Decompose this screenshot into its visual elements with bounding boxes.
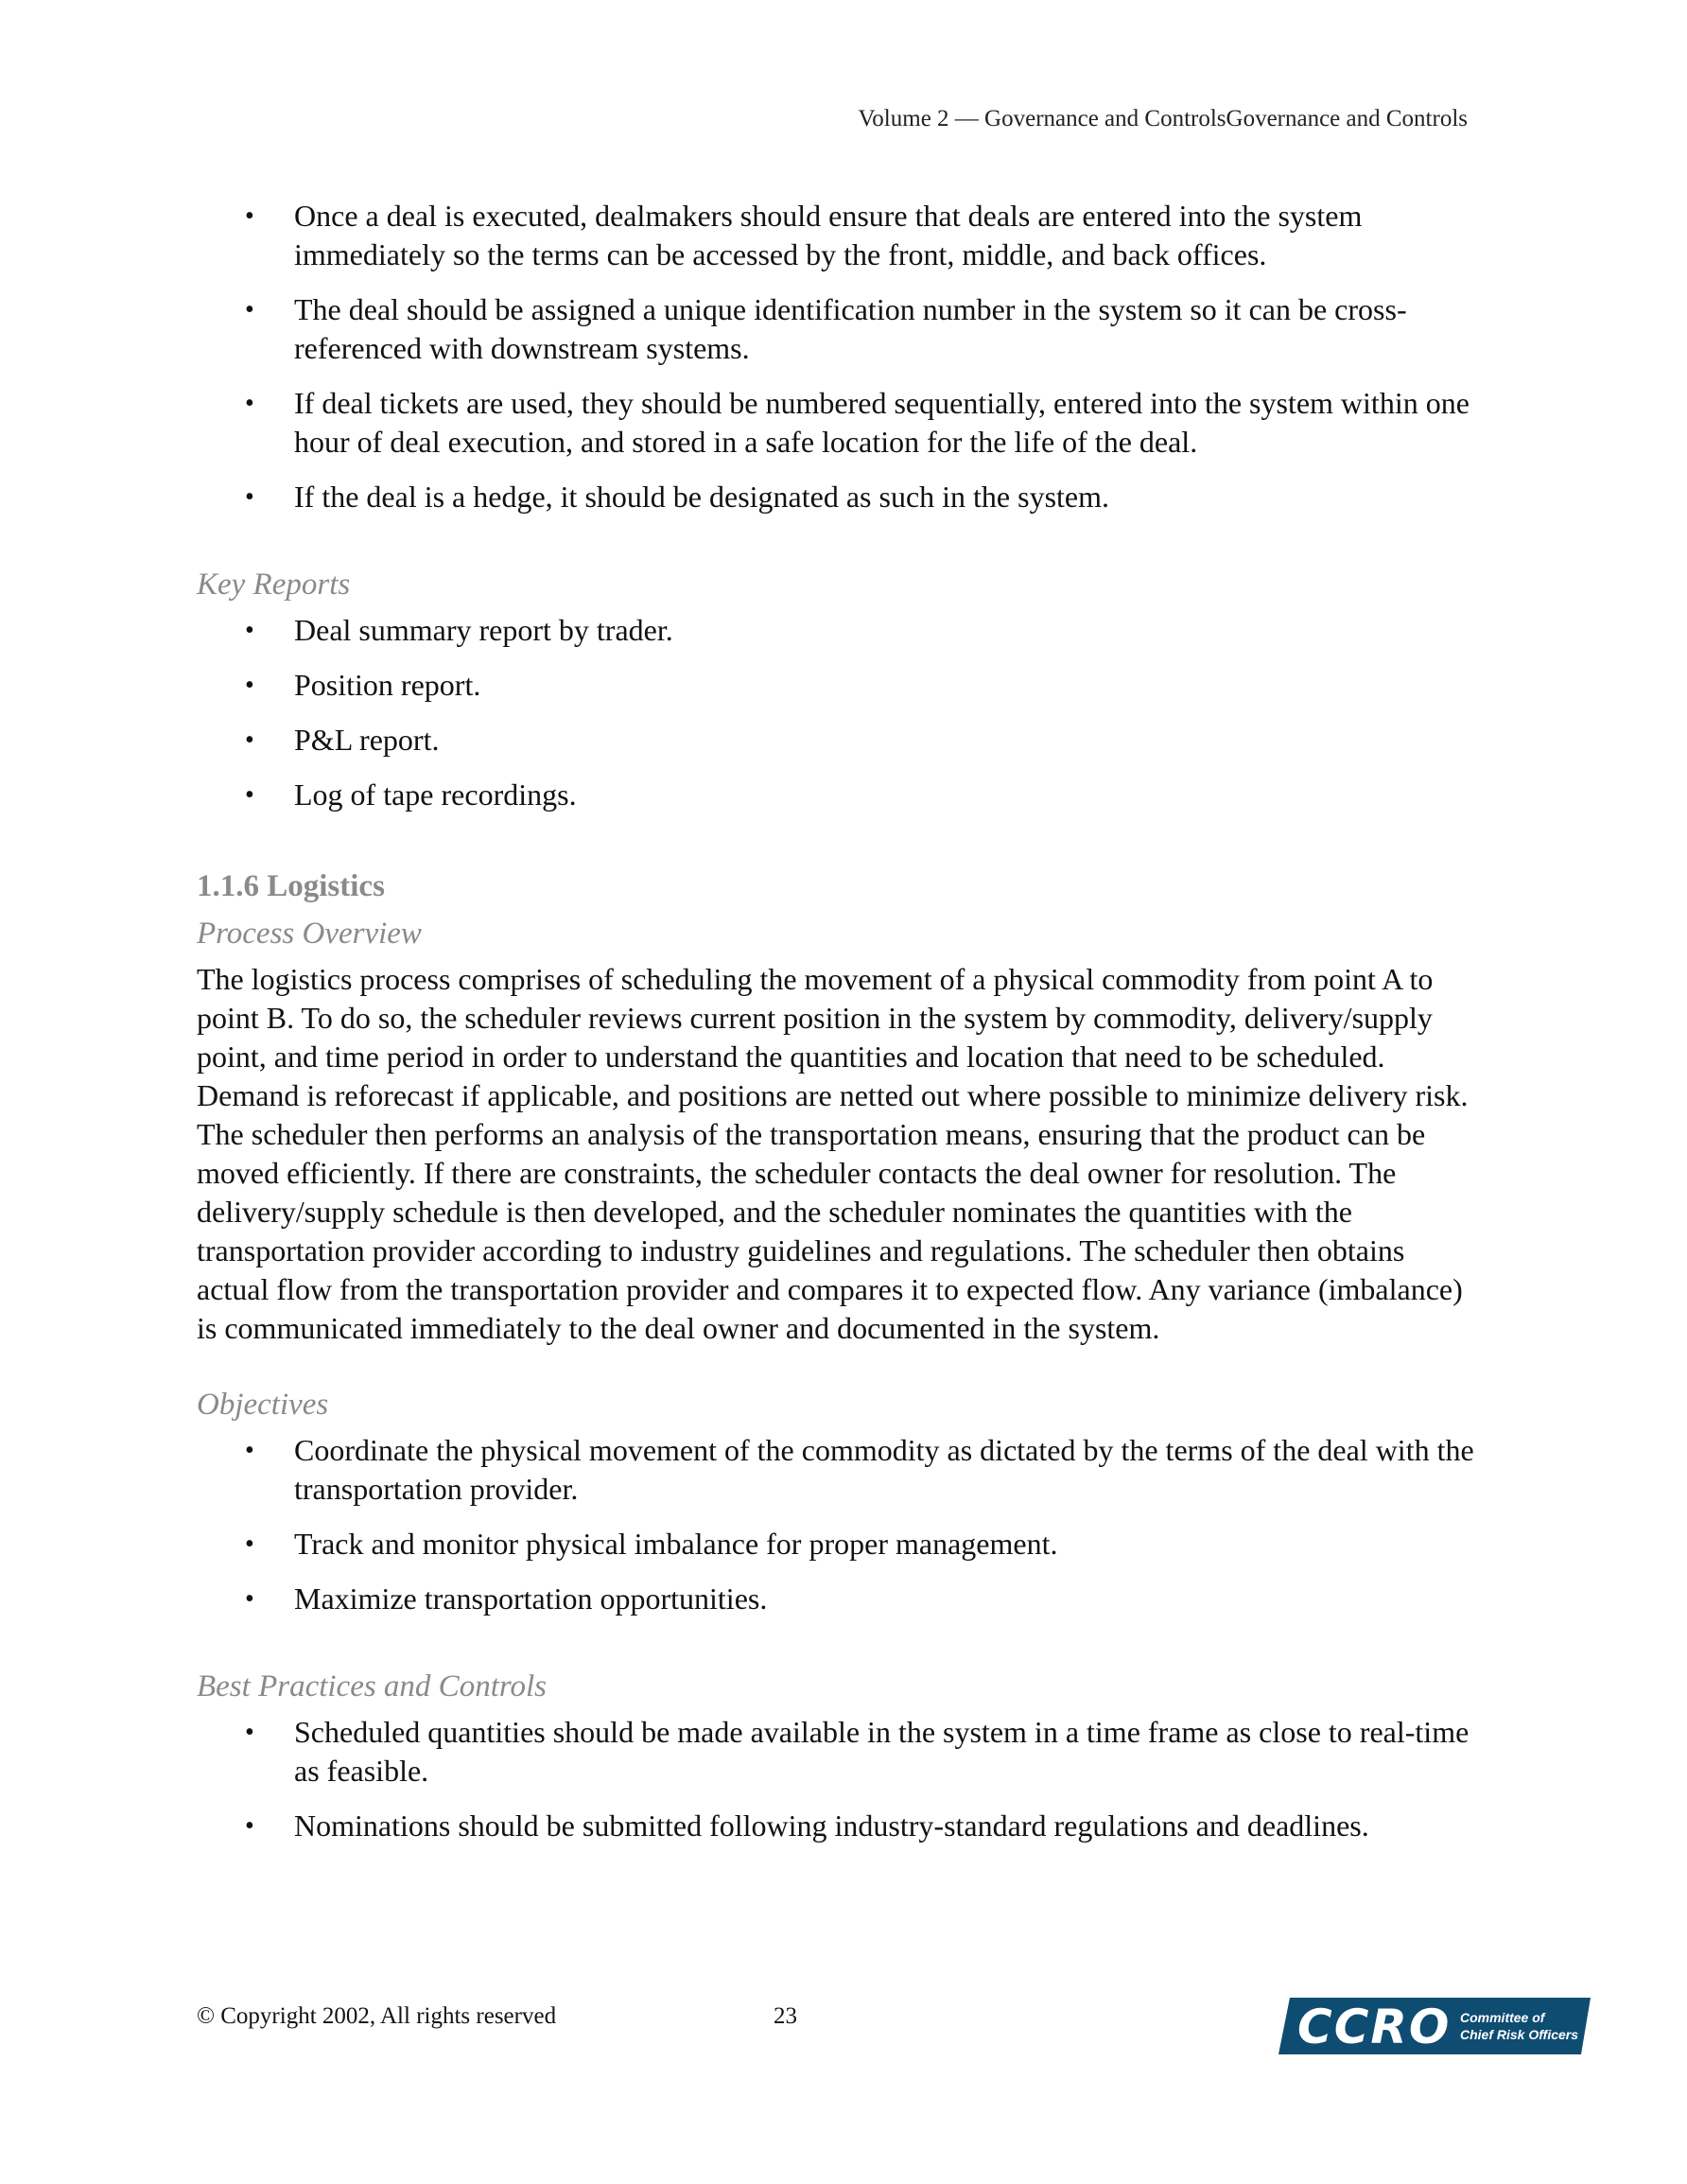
logo-wordmark: CCRO <box>1297 2000 1452 2054</box>
bullet-icon: • <box>245 780 254 810</box>
bullet-icon: • <box>245 201 254 231</box>
best-practices-list <box>197 1713 1483 1845</box>
list-item: • Coordinate the physical movement of the commodity as dictated by the terms of the deal with the transportation provider. <box>245 1433 1474 1506</box>
bullet-icon: • <box>245 616 254 645</box>
page-content <box>197 197 1483 1861</box>
bullet-icon: • <box>245 1718 254 1747</box>
key-reports-list <box>197 611 1483 814</box>
list-item: • Position report. <box>294 666 1483 705</box>
ccro-logo <box>1278 1998 1591 2054</box>
bullet-icon: • <box>245 1584 254 1614</box>
list-item: • Track and monitor physical imbalance for proper management. <box>294 1525 1483 1564</box>
list-item: • Maximize transportation opportunities. <box>294 1580 1483 1618</box>
list-item: • If the deal is a hedge, it should be designated as such in the system. <box>294 478 1483 516</box>
bullet-icon: • <box>245 725 254 755</box>
best-practices-heading: Best Practices and Controls <box>197 1669 547 1704</box>
section-heading-logistics: 1.1.6 Logistics <box>197 869 385 903</box>
copyright-notice: © Copyright 2002, All rights reserved <box>197 2003 557 2029</box>
key-reports-heading: Key Reports <box>197 568 351 602</box>
bullet-icon: • <box>245 1811 254 1841</box>
list-item: • If deal tickets are used, they should be numbered sequentially, entered into the system within one hour of deal execution, and stored in a safe location for the life of the deal. <box>245 386 1470 459</box>
logo-tagline-line2: Chief Risk Officers <box>1460 2027 1579 2042</box>
bullet-icon: • <box>245 1529 254 1559</box>
bullet-icon: • <box>245 295 254 324</box>
running-header: Volume 2 — Governance and ControlsGovernance and Controls <box>858 106 1468 131</box>
bullet-icon: • <box>245 1436 254 1465</box>
list-item: • P&L report. <box>294 721 1483 760</box>
bullet-icon: • <box>245 671 254 700</box>
list-item: • Once a deal is executed, dealmakers should ensure that deals are entered into the system immediately so the terms can be accessed by the front, middle, and back offices. <box>245 199 1363 271</box>
objectives-list <box>197 1431 1483 1618</box>
logo-tagline-line1: Committee of <box>1460 2010 1545 2025</box>
process-overview-heading: Process Overview <box>197 917 422 951</box>
list-item: • The deal should be assigned a unique identification number in the system so it can be cross-referenced with downstream systems. <box>245 292 1407 365</box>
process-overview-paragraph: The logistics process comprises of scheduling the movement of a physical commodity from point A to point B. To do so, the scheduler reviews current position in the system by commodity, delivery/supply point, and time period in order to understand the quantities and location that need to be scheduled. Demand is reforecast if applicable, and positions are netted out where possible to minimize delivery risk. The scheduler then performs an analysis of the transportation means, ensuring that the product can be moved efficiently. If there are constraints, the scheduler contacts the deal owner for resolution. The delivery/supply schedule is then developed, and the scheduler nominates the quantities with the transportation provider according to industry guidelines and regulations. The scheduler then obtains actual flow from the transportation provider and compares it to expected flow. Any variance (imbalance) is communicated immediately to the deal owner and documented in the system. <box>197 962 1469 1345</box>
objectives-heading: Objectives <box>197 1388 329 1422</box>
page-number: 23 <box>774 2003 797 2029</box>
list-item: • Deal summary report by trader. <box>294 611 1483 650</box>
bullet-icon: • <box>245 389 254 418</box>
list-item: • Scheduled quantities should be made available in the system in a time frame as close to real-time as feasible. <box>245 1715 1470 1788</box>
list-item: • Log of tape recordings. <box>294 776 1483 814</box>
top-bullet-list <box>197 197 1483 516</box>
bullet-icon: • <box>245 482 254 512</box>
list-item: • Nominations should be submitted following industry-standard regulations and deadlines. <box>294 1807 1483 1845</box>
